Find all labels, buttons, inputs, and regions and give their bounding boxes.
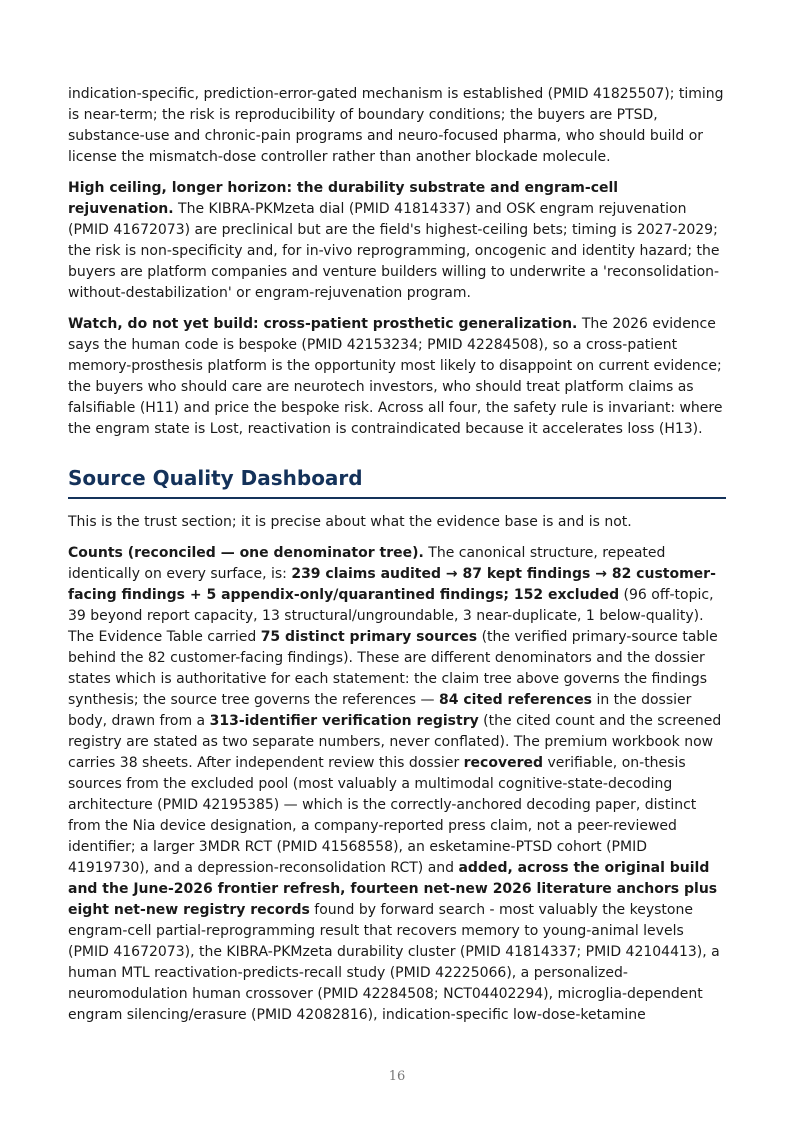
paragraph-lead: Watch, do not yet build: cross-patient prosthetic generalization. bbox=[68, 316, 578, 332]
paragraph-text: (96 off-topic, 39 beyond report capacity, 13 structural/ungroundable, 3 near-duplicate, 1 below-quality). The Evidence Table carried bbox=[68, 587, 714, 645]
paragraph-text: The 2026 evidence says the human code is bespoke (PMID 42153234; PMID 42284508), so a cross-patient memory-prosthesis platform is the opportunity most likely to disappoint on current evidence; the buyers who should care are neurotech investors, who should treat platform claims as falsifiable (H11) and price the bespoke risk. Across all four, the safety rule is invariant: where the engram state is Lost, reactivation is contraindicated because it accelerates loss (H13). bbox=[68, 316, 723, 437]
paragraph-text: indication-specific, prediction-error-gated mechanism is established (PMID 41825507); timing is near-term; the risk is reproducibility of boundary conditions; the buyers are PTSD, substance-use and chronic-pain programs and neuro-focused pharma, who should build or license the mismatch-dose controller rather than another blockade molecule. bbox=[68, 86, 724, 165]
bold-text: 75 distinct primary sources bbox=[260, 629, 478, 645]
bold-text: recovered bbox=[463, 755, 544, 771]
bold-text: 313-identifier verification registry bbox=[209, 713, 479, 729]
paragraph-counts bbox=[68, 543, 726, 1026]
section-intro: This is the trust section; it is precise about what the evidence base is and is not. bbox=[68, 514, 632, 530]
paragraph-lead: Counts (reconciled — one denominator tree). bbox=[68, 545, 424, 561]
page-body bbox=[68, 84, 726, 1036]
paragraph-text: verifiable, on-thesis sources from the excluded pool (most valuably a multimodal cognitive-state-decoding architecture (PMID 42195385) — which is the correctly-anchored decoding paper, distinct from the Nia device designation, a company-reported press claim, not a peer-reviewed identifier; a larger 3MDR RCT (PMID 41568558), an esketamine-PTSD cohort (PMID 41919730), and a depression-reconsolidation RCT) and bbox=[68, 755, 697, 876]
section-heading: Source Quality Dashboard bbox=[68, 465, 726, 499]
paragraph-text: in the dossier body, drawn from a bbox=[68, 692, 692, 729]
paragraph-watch bbox=[68, 314, 726, 440]
paragraph-lead: High ceiling, longer horizon: the durability substrate and engram-cell rejuvenation. bbox=[68, 180, 619, 217]
bold-text: added, across the original build and the June-2026 frontier refresh, fourteen net-new 2026 literature anchors plus eight net-new registry records bbox=[68, 860, 718, 918]
paragraph-text: (the verified primary-source table behind the 82 customer-facing findings). These are different denominators and the dossier states which is authoritative for each statement: the claim tree above governs the findings synthesis; the source tree governs the references — bbox=[68, 629, 718, 708]
bold-text: 84 cited references bbox=[439, 692, 593, 708]
paragraph-text: The canonical structure, repeated identically on every surface, is: bbox=[68, 545, 666, 582]
paragraph-high-ceiling bbox=[68, 178, 726, 304]
paragraph-text: The KIBRA-PKMzeta dial (PMID 41814337) and OSK engram rejuvenation (PMID 41672073) are preclinical but are the field's highest-ceiling bets; timing is 2027-2029; the risk is non-specificity and, for in-vivo reprogramming, oncogenic and identity hazard; the buyers are platform companies and venture builders willing to underwrite a 'reconsolidation-without-destabilization' or engram-rejuvenation program. bbox=[68, 201, 720, 301]
paragraph-text: (the cited count and the screened registry are stated as two separate numbers, never conflated). The premium workbook now carries 38 sheets. After independent review this dossier bbox=[68, 713, 722, 771]
paragraph-continued bbox=[68, 84, 726, 168]
bold-text: 239 claims audited → 87 kept findings → 82 customer-facing findings + 5 appendix-only/quarantined findings; 152 excluded bbox=[68, 566, 716, 603]
paragraph-text: found by forward search - most valuably the keystone engram-cell partial-reprogramming result that recovers memory to young-animal levels (PMID 41672073), the KIBRA-PKMzeta durability cluster (PMID 41814337; PMID 42104413), a human MTL reactivation-predicts-recall study (PMID 42225066), a personalized-neuromodulation human crossover (PMID 42284508; NCT04402294), microglia-dependent engram silencing/erasure (PMID 42082816), indication-specific low-dose-ketamine bbox=[68, 902, 720, 1023]
page-number: 16 bbox=[388, 1069, 406, 1084]
